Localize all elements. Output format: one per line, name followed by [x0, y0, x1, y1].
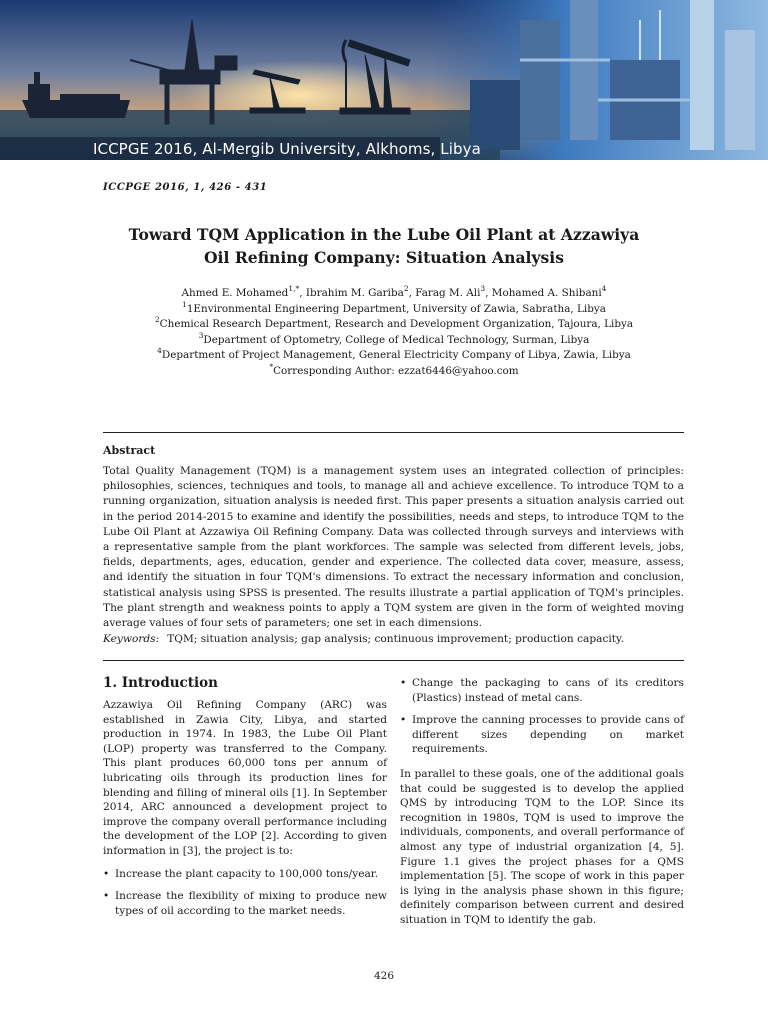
affiliation-3: $^3$Department of Optometry, College of Medical Technology, Surman, Libya	[198, 330, 590, 346]
journal-reference: ICCPGE 2016, 1, 426 - 431	[103, 182, 268, 193]
intro-paragraph-2: In parallel to these goals, one of the additional goals that could be suggested is to develop the applied QMS by introducing TQM to the LOP. Since its recognition in 1980s, TQM is used to improve the individuals, components, and overall performance of almost any type of industrial organization [4, 5]. Figure 1.1 gives the project phases for a QMS implementation [5]. The scope of work in this paper is lying in the analysis phase shown in this figure; definitely comparison between current and desired situation in TQM to identify the gab.	[400, 767, 684, 926]
author-block	[100, 286, 688, 380]
abstract-heading: Abstract	[103, 444, 156, 457]
affiliation-2: $^2$Chemical Research Department, Research and Development Organization, Tajoura, Libya	[154, 315, 634, 331]
bullet-list-right	[400, 676, 684, 757]
list-item: • Change the packaging to cans of its creditors (Plastics) instead of metal cans.	[400, 677, 684, 704]
affiliation-4: $^4$Department of Project Management, General Electricity Company of Libya, Zawia, Libya	[157, 346, 631, 362]
bullet-icon: •	[400, 714, 407, 727]
header-banner	[0, 0, 768, 160]
abstract-top-rule	[103, 432, 684, 433]
banner-illustration	[0, 0, 768, 160]
list-item: • Increase the flexibility of mixing to produce new types of oil according to the market needs.	[103, 890, 387, 917]
keywords	[103, 633, 684, 645]
corresponding-author: *Corresponding Author: ezzat6446@yahoo.com	[269, 361, 519, 377]
bullet-list-left	[103, 867, 387, 919]
bullet-icon: •	[103, 890, 110, 903]
list-item: • Improve the canning processes to provide cans of different sizes depending on market requirements.	[400, 714, 684, 756]
keywords-label: Keywords:	[103, 633, 160, 645]
abstract-bottom-rule	[103, 660, 684, 661]
abstract-text: Total Quality Management (TQM) is a management system uses an integrated collection of principles: philosophies, sciences, techniques and tools, to manage all and achieve excellence. To introduce TQM to a running organization, situation analysis is needed first. This paper presents a situation analysis carried out in the period 2014-2015 to examine and identify the possibilities, needs and steps, to introduce TQM to the Lube Oil Plant at Azzawiya Oil Refining Company. Data was collected through surveys and interviews with a representative sample from the plant workforces. The sample was selected from different levels, jobs, fields, departments, ages, education, gender and experience. The collected data cover, measure, assess, and identify the situation in four TQM's dimensions. To extract the necessary information and conclusion, statistical analysis using SPSS is presented. The results illustrate a partial application of TQM's principles. The plant strength and weakness points to apply a TQM system are given in the form of weighted moving average values of four sets of parameters; one set in each dimensions.	[103, 465, 684, 630]
list-item: • Increase the plant capacity to 100,000 tons/year.	[103, 867, 379, 880]
title-line-1: Toward TQM Application in the Lube Oil Plant at Azzawiya	[128, 225, 640, 244]
bullet-icon: •	[103, 867, 110, 880]
affiliation-1: $^1$1Environmental Engineering Department, University of Zawia, Sabratha, Libya	[182, 299, 606, 315]
intro-paragraph-1: Azzawiya Oil Refining Company (ARC) was established in Zawia City, Libya, and started production in 1974. In 1983, the Lube Oil Plant (LOP) property was transferred to the Company. This plant produces 60,000 tons per annum of lubricating oils through its production lines for blending and filling of mineral oils [1]. In September 2014, ARC announced a development project to improve the company overall performance including the development of the LOP [2]. According to given information in [3], the project is to:	[103, 699, 387, 857]
section-heading-introduction: 1. Introduction	[103, 675, 218, 691]
bullet-icon: •	[400, 677, 407, 689]
conference-caption: ICCPGE 2016, Al-Mergib University, Alkhoms, Libya	[93, 140, 481, 158]
right-column	[400, 676, 684, 928]
author-list: Ahmed E. Mohamed$^{1,*}$, Ibrahim M. Gariba$^2$, Farag M. Ali$^3$, Mohamed A. Shibani$^4$	[181, 284, 607, 299]
title-line-2: Oil Refining Company: Situation Analysis	[203, 248, 565, 267]
paper-title	[90, 223, 678, 269]
page-number: 426	[373, 970, 395, 982]
left-column	[103, 674, 387, 918]
keywords-list: TQM; situation analysis; gap analysis; continuous improvement; production capacity.	[167, 633, 624, 645]
